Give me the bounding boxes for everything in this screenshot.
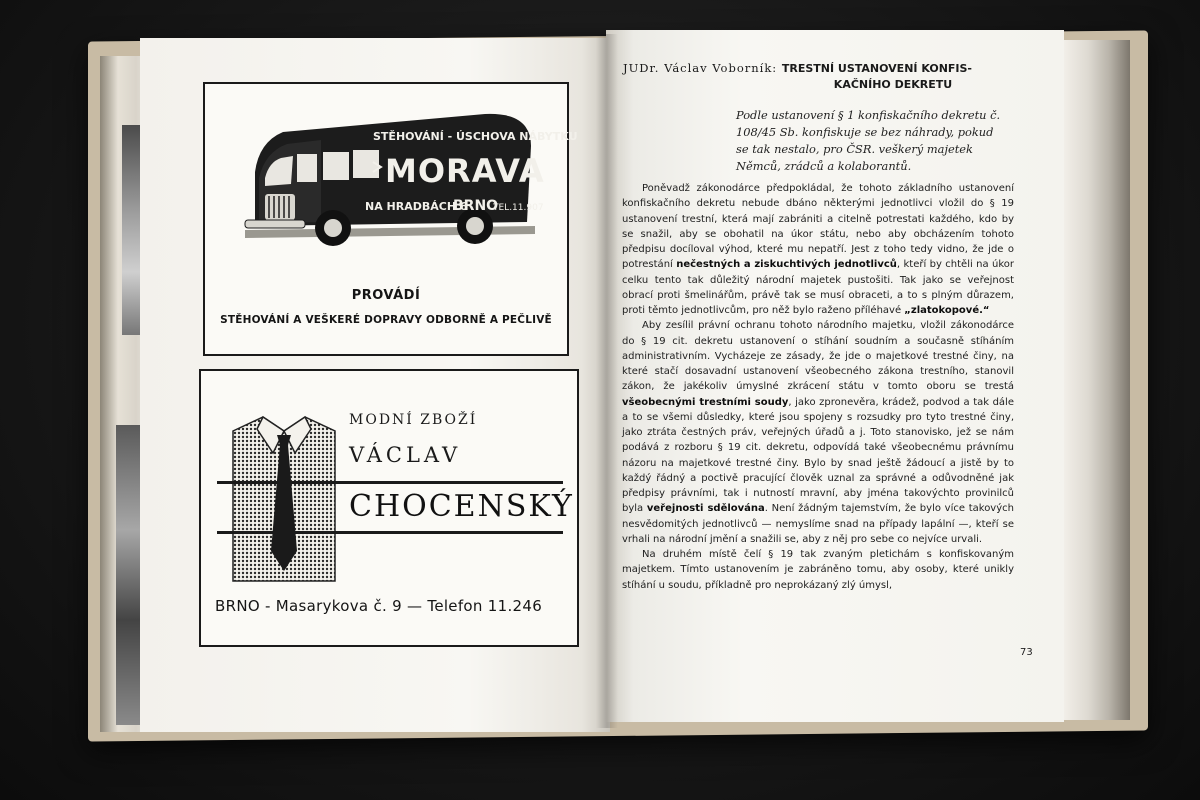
paragraph: Poněvadž zákonodárce předpokládal, že tohoto základního ustanovení konfiskačního dekretu nebude dbáno některými jednotlivci vložil do § 19 ustanovení trestní, která mají zabrániti a citelně potrestati každého, kdo by se snažil, aby se obohatil na úkor státu, nebo aby obcházením tohoto předpisu docíloval výhod, které mu nepatří. Jest z toho tedy vidno, že jde o potrestání nečestných a ziskuchtivých jednotlivců, kteří by chtěli na úkor celku tento tak důležitý národní majetek pustošiti. Tak jako se veřejnost obrací proti šmelinářům, právě tak se musí obraceti, a to s plným důrazem, proti těmto jednotlivcům, pro něž bylo raženo příléhavé „zlatokopové.“	[622, 183, 1014, 316]
moving-truck-illustration	[235, 102, 578, 252]
page-number: 73	[1020, 647, 1033, 658]
paragraph: Na druhém místě čelí § 19 tak zvaným pletichám s konfiskovaným majetkem. Tímto ustanovením je zabráněno tomu, aby osoby, které unikly stíhání u soudu, příkladně pro neprokázaný zlý úmysl,	[622, 549, 1014, 591]
article-title-line1: TRESTNÍ USTANOVENÍ KONFIS-	[781, 62, 973, 75]
truck-text-brand: MORAVA	[385, 152, 545, 190]
shirt-tie-illustration	[233, 411, 335, 581]
fashion-ad-last-name: CHOCENSKÝ	[349, 489, 574, 524]
moving-ad-services: STĚHOVÁNÍ A VEŠKERÉ DOPRAVY ODBORNĚ A PEČLIVĚ	[220, 314, 552, 326]
book-gutter	[596, 34, 618, 728]
article-author: JUDr. Václav Voborník:	[623, 61, 782, 75]
article-heading	[623, 60, 1023, 93]
page-stack-right	[1060, 40, 1130, 720]
paragraph: Aby zesílil právní ochranu tohoto národního majetku, vložil zákonodárce do § 19 cit. dekretu ustanovení o stíhání soudním a současně stíháním administrativním. Vycházeje ze zásady, že jde o majetkové trestné činy, na které stačí dosavadní ustanovení všeobecného zákona trestního, stanovil zákon, že jakékoliv úmyslné zkrácení státu v tomto oboru se trestá všeobecnými trestními soudy, jako zpronevěra, krádež, podvod a tak dále a to se všemi důsledky, které jsou spojeny s rozsudky pro tyto trestné činy, jako ztráta čestných práv, veřejných úřadů a j. Toto stanovisko, jež se nám podává z rozboru § 19 cit. dekretu, odpovídá také všeobecnému právnímu názoru na majetkové trestné činy. Bylo by snad ještě žádoucí a jistě by to každý řádný a poctivě pracující člověk uznal za správné a odůvodněné jak předpisy právními, tak i nutností mravní, aby jména takovýchto provinilců byla veřejnosti sdělována. Není žádným tajemstvím, že bylo více takových nesvědomitých jednotlivců — nemyslíme snad na případy lapální —, kteří se vrhali na národní jmění a snažili se, aby z něj pro sebe co nejvíce urvali.	[622, 320, 1014, 545]
truck-text-city: BRNO	[453, 198, 499, 214]
article-intro: Podle ustanovení § 1 konfiskačního dekretu č. 108/45 Sb. konfiskuje se bez náhrady, pokud se tak nestalo, pro ČSR. veškerý majetek Němců, zrádců a kolaborantů.	[736, 108, 1001, 173]
fashion-ad-category: MODNÍ ZBOŽÍ	[349, 412, 478, 428]
truck-text-services: STĚHOVÁNÍ - ÚSCHOVA NÁBYTKU	[373, 130, 578, 143]
truck-text-phone: TEL.11.907	[493, 203, 544, 213]
article-title-line2: KAČNÍHO DEKRETU	[833, 78, 953, 91]
fashion-store-ad	[199, 369, 579, 647]
truck-text-address: NA HRADBÁCH 6	[365, 200, 468, 213]
fashion-ad-address: BRNO - Masarykova č. 9 — Telefon 11.246	[215, 597, 543, 615]
moving-ad-provides: PROVÁDÍ	[351, 288, 421, 303]
divider-rule-top	[217, 481, 563, 484]
moving-company-ad	[203, 82, 578, 356]
article-body	[622, 181, 1014, 593]
fashion-ad-first-name: VÁCLAV	[349, 443, 462, 467]
divider-rule-bottom	[217, 531, 563, 534]
